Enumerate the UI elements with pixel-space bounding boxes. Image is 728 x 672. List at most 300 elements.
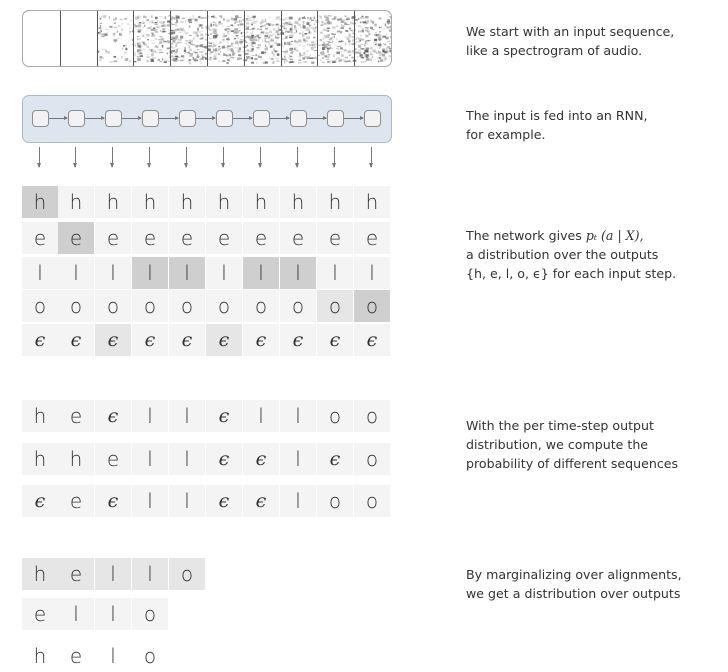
spectrogram-speck (336, 26, 337, 27)
spectrogram-speck (264, 35, 268, 38)
spectrogram-speck (360, 17, 364, 19)
spectrogram-speck (299, 45, 301, 47)
spectrogram-speck (312, 29, 316, 30)
spectrogram-speck (314, 17, 316, 20)
spectrogram-speck (233, 18, 237, 21)
spectrogram-speck (203, 46, 206, 48)
spectrogram-speck (282, 39, 283, 40)
spectrogram-speck (184, 53, 185, 54)
alignment-cell: o (317, 400, 353, 432)
spectrogram-speck (171, 56, 175, 57)
spectrogram-speck (151, 29, 152, 31)
spectrogram-speck (361, 62, 365, 63)
spectrogram-speck (261, 25, 264, 26)
alignment-cell: h (58, 443, 94, 475)
spectrogram-speck (246, 42, 248, 43)
spectrogram-speck (149, 49, 151, 50)
spectrogram-speck (320, 59, 322, 62)
spectrogram-speck (173, 50, 175, 52)
spectrogram-speck (171, 23, 173, 26)
spectrogram-speck (378, 38, 381, 40)
distribution-cell: l (95, 257, 131, 289)
spectrogram-speck (350, 30, 352, 31)
rnn-recurrent-arrow (344, 118, 363, 119)
rnn-recurrent-arrow (270, 118, 289, 119)
spectrogram-speck (200, 34, 203, 36)
spectrogram-speck (291, 41, 293, 42)
spectrogram-speck (153, 51, 156, 53)
spectrogram-speck (213, 45, 217, 47)
spectrogram-speck (123, 45, 125, 47)
spectrogram-speck (177, 37, 180, 38)
spectrogram-speck (162, 28, 165, 31)
spectrogram-speck (125, 48, 127, 50)
spectrogram-speck (177, 29, 181, 31)
spectrogram-speck (226, 52, 228, 55)
spectrogram-speck (227, 33, 230, 35)
spectrogram-speck (369, 58, 372, 61)
spectrogram-speck (342, 49, 344, 50)
spectrogram-speck (215, 23, 216, 24)
spectrogram-speck (181, 21, 184, 23)
spectrogram-speck (347, 17, 349, 19)
spectrogram-speck (213, 42, 215, 44)
distribution-cell: o (95, 290, 131, 322)
spectrogram-speck (383, 43, 384, 45)
spectrogram-speck (223, 33, 226, 35)
spectrogram-speck (235, 41, 238, 43)
spectrogram-speck (374, 41, 378, 44)
alignment-cell: ϵ (206, 485, 242, 517)
spectrogram-speck (223, 45, 225, 47)
spectrogram-speck (208, 49, 211, 51)
alignment-cell: ϵ (95, 400, 131, 432)
spectrogram-speck (213, 58, 216, 60)
spectrogram-speck (164, 60, 166, 62)
spectrogram-speck (197, 49, 199, 50)
alignment-cell: o (354, 443, 390, 475)
spectrogram-speck (338, 41, 342, 43)
spectrogram-speck (134, 52, 136, 54)
spectrogram-speck (249, 57, 252, 59)
spectrogram-speck (320, 52, 323, 55)
spectrogram-speck (276, 30, 278, 32)
spectrogram-speck (336, 38, 337, 41)
spectrogram-speck (213, 38, 217, 40)
spectrogram-speck (209, 16, 210, 18)
distribution-cell: ϵ (132, 324, 168, 356)
spectrogram-speck (138, 36, 139, 37)
desc-dist-line-1-text: The network gives (466, 228, 586, 243)
spectrogram-speck (226, 62, 228, 64)
spectrogram-speck (147, 34, 150, 37)
spectrogram-speck (349, 60, 351, 62)
spectrogram-speck (150, 26, 152, 28)
spectrogram-speck (294, 48, 295, 50)
spectrogram-speck (329, 44, 330, 46)
spectrogram-speck (304, 33, 307, 35)
spectrogram-speck (252, 50, 253, 51)
spectrogram-speck (389, 48, 391, 49)
spectrogram-speck (362, 56, 363, 58)
spectrogram-speck (195, 45, 197, 47)
spectrogram-speck (214, 55, 217, 56)
spectrogram-speck (256, 39, 259, 42)
spectrogram-speck (143, 15, 145, 16)
desc-align-line-1: With the per time-step output (466, 418, 654, 433)
rnn-cell (179, 110, 196, 127)
spectrogram-speck (253, 21, 257, 24)
spectrogram-speck (289, 35, 291, 37)
distribution-cell: ϵ (243, 324, 279, 356)
distribution-cell: l (169, 257, 205, 289)
output-cell: e (22, 598, 58, 630)
spectrogram-speck (294, 48, 296, 49)
spectrogram-speck (138, 38, 141, 40)
spectrogram-speck (218, 48, 221, 49)
spectrogram-speck (130, 27, 131, 28)
spectrogram-speck (252, 48, 254, 50)
spectrogram-speck (185, 43, 186, 44)
spectrogram-speck (189, 40, 193, 43)
spectrogram-speck (173, 40, 176, 42)
spectrogram-speck (379, 61, 381, 63)
spectrogram-speck (295, 21, 297, 22)
spectrogram-speck (237, 57, 240, 60)
spectrogram-speck (383, 56, 386, 58)
alignment-cell: l (169, 400, 205, 432)
spectrogram-speck (341, 54, 344, 57)
alignment-cell: h (22, 443, 58, 475)
spectrogram-speck (219, 21, 221, 23)
spectrogram-speck (262, 40, 263, 42)
spectrogram-speck (313, 37, 316, 39)
spectrogram-segment-divider (133, 11, 134, 66)
spectrogram-speck (101, 33, 105, 35)
spectrogram-speck (327, 27, 330, 28)
spectrogram-speck (114, 56, 115, 58)
spectrogram-speck (238, 44, 239, 46)
spectrogram-speck (314, 23, 315, 25)
spectrogram-speck (257, 28, 259, 29)
spectrogram-speck (276, 41, 277, 43)
spectrogram-speck (358, 45, 361, 48)
desc-rnn-line-1: The input is fed into an RNN, (466, 108, 648, 123)
spectrogram-speck (109, 61, 112, 63)
spectrogram-speck (214, 24, 217, 26)
spectrogram-speck (209, 52, 211, 55)
spectrogram-speck (365, 43, 368, 45)
spectrogram-speck (193, 31, 196, 34)
spectrogram-speck (379, 40, 380, 41)
spectrogram-speck (196, 59, 198, 61)
spectrogram-speck (323, 42, 325, 45)
spectrogram-speck (371, 47, 373, 50)
distribution-cell: h (243, 186, 279, 218)
spectrogram-speck (114, 61, 118, 63)
output-cell: e (58, 640, 94, 672)
spectrogram-speck (385, 37, 389, 39)
spectrogram-speck (372, 56, 374, 58)
spectrogram-speck (263, 62, 267, 64)
spectrogram-speck (304, 16, 305, 17)
distribution-cell: ϵ (22, 324, 58, 356)
spectrogram-speck (235, 15, 238, 17)
spectrogram-speck (309, 31, 310, 33)
spectrogram-speck (282, 51, 286, 52)
spectrogram-speck (358, 49, 361, 52)
spectrogram-speck (310, 27, 314, 29)
spectrogram-speck (266, 47, 268, 49)
spectrogram-speck (211, 44, 212, 45)
spectrogram-speck (283, 19, 286, 20)
spectrogram-speck (124, 52, 127, 54)
spectrogram-speck (213, 17, 216, 18)
spectrogram-segment-divider (244, 11, 245, 66)
spectrogram-speck (155, 38, 156, 40)
spectrogram-speck (145, 37, 147, 38)
spectrogram-speck (374, 24, 376, 27)
spectrogram-speck (129, 31, 131, 32)
spectrogram-speck (295, 41, 298, 42)
spectrogram-speck (189, 62, 191, 64)
rnn-recurrent-arrow (85, 118, 104, 119)
spectrogram-speck (227, 26, 229, 27)
spectrogram-speck (344, 37, 348, 38)
spectrogram-speck (260, 22, 262, 25)
spectrogram-speck (277, 34, 280, 35)
spectrogram-speck (364, 50, 365, 52)
spectrogram-speck (235, 48, 239, 49)
spectrogram-speck (155, 17, 158, 19)
spectrogram-speck (127, 23, 129, 25)
spectrogram-speck (186, 42, 187, 44)
spectrogram-speck (289, 37, 293, 38)
rnn-cell (327, 110, 344, 127)
spectrogram-speck (214, 35, 218, 38)
spectrogram-speck (254, 18, 255, 19)
distribution-cell: h (354, 186, 390, 218)
spectrogram-speck (337, 58, 341, 59)
spectrogram-speck (225, 47, 227, 48)
spectrogram-speck (384, 44, 386, 45)
spectrogram-segment-divider (317, 11, 318, 66)
distribution-cell: o (354, 290, 390, 322)
spectrogram-speck (179, 32, 182, 33)
spectrogram-speck (382, 48, 385, 50)
spectrogram-speck (345, 43, 347, 46)
spectrogram-speck (325, 37, 328, 39)
spectrogram-speck (152, 33, 154, 35)
spectrogram-speck (201, 61, 202, 64)
rnn-cell (216, 110, 233, 127)
distribution-cell: o (206, 290, 242, 322)
spectrogram-speck (209, 29, 213, 30)
spectrogram-speck (137, 52, 141, 54)
spectrogram-speck (138, 53, 141, 54)
spectrogram-speck (324, 35, 327, 37)
description-outputs (466, 565, 682, 603)
description-alignments (466, 416, 678, 473)
spectrogram-speck (173, 30, 176, 31)
alignment-cell: l (132, 400, 168, 432)
spectrogram-speck (314, 30, 315, 32)
spectrogram-speck (184, 50, 186, 52)
spectrogram-speck (328, 42, 332, 43)
spectrogram-speck (327, 50, 329, 53)
spectrogram-speck (358, 38, 362, 41)
alignment-cell: ϵ (243, 443, 279, 475)
spectrogram-speck (211, 16, 215, 18)
spectrogram-speck (135, 18, 139, 20)
spectrogram-speck (385, 24, 386, 27)
spectrogram-speck (347, 51, 350, 53)
spectrogram-speck (117, 31, 119, 33)
spectrogram-speck (122, 23, 124, 25)
spectrogram-speck (390, 23, 391, 24)
spectrogram-speck (365, 50, 368, 53)
spectrogram-speck (200, 44, 202, 47)
spectrogram-speck (162, 25, 166, 27)
spectrogram-speck (361, 16, 363, 17)
desc-out-line-2: we get a distribution over outputs (466, 586, 681, 601)
rnn-output-arrow (371, 147, 372, 167)
spectrogram-speck (378, 36, 381, 37)
spectrogram-speck (143, 22, 145, 24)
spectrogram-speck (299, 33, 301, 35)
spectrogram-speck (271, 38, 273, 39)
spectrogram-speck (158, 59, 160, 61)
alignment-cell: ϵ (22, 485, 58, 517)
spectrogram-speck (341, 32, 343, 33)
spectrogram-speck (208, 45, 212, 47)
spectrogram-speck (349, 33, 351, 36)
spectrogram-speck (341, 25, 345, 27)
spectrogram-speck (227, 19, 230, 21)
spectrogram-speck (138, 29, 139, 31)
spectrogram-speck (226, 38, 229, 40)
spectrogram-speck (227, 45, 231, 47)
spectrogram-speck (289, 48, 290, 50)
spectrogram-speck (153, 28, 156, 29)
spectrogram-speck (251, 24, 253, 26)
spectrogram-speck (101, 49, 105, 50)
spectrogram-speck (322, 61, 323, 63)
spectrogram-speck (197, 56, 200, 58)
alignment-cell: h (22, 400, 58, 432)
spectrogram-speck (160, 30, 161, 32)
spectrogram-speck (322, 28, 325, 29)
spectrogram-speck (327, 57, 329, 59)
spectrogram-speck (343, 19, 347, 21)
spectrogram-speck (209, 38, 212, 39)
spectrogram-speck (167, 53, 168, 55)
spectrogram-speck (176, 15, 178, 17)
spectrogram-speck (379, 18, 382, 19)
spectrogram-speck (136, 20, 138, 21)
spectrogram-speck (151, 29, 155, 31)
spectrogram-speck (379, 31, 381, 32)
spectrogram-speck (175, 24, 177, 26)
spectrogram-speck (197, 35, 199, 37)
distribution-cell: ϵ (354, 324, 390, 356)
spectrogram-speck (286, 49, 288, 51)
spectrogram-speck (383, 29, 386, 30)
spectrogram-speck (184, 47, 186, 49)
spectrogram-segment-divider (207, 11, 208, 66)
spectrogram-speck (371, 21, 375, 23)
spectrogram-speck (390, 36, 391, 39)
spectrogram-speck (163, 51, 165, 53)
spectrogram-speck (165, 17, 166, 20)
spectrogram-speck (285, 31, 288, 33)
alignment-cell: l (280, 443, 316, 475)
spectrogram-speck (214, 53, 217, 55)
spectrogram-speck (163, 21, 165, 23)
spectrogram-input (22, 10, 392, 67)
spectrogram-speck (290, 17, 293, 20)
spectrogram-speck (291, 25, 293, 28)
desc-out-line-1: By marginalizing over alignments, (466, 567, 682, 582)
spectrogram-speck (320, 16, 322, 19)
spectrogram-speck (285, 35, 289, 37)
spectrogram-speck (114, 39, 118, 41)
spectrogram-speck (336, 59, 338, 61)
spectrogram-speck (238, 54, 241, 56)
spectrogram-speck (323, 30, 327, 31)
spectrogram-speck (227, 31, 229, 32)
output-cell: h (22, 558, 58, 590)
spectrogram-speck (299, 18, 301, 20)
rnn-recurrent-arrow (233, 118, 252, 119)
spectrogram-speck (210, 57, 212, 58)
spectrogram-speck (139, 56, 141, 58)
spectrogram-speck (370, 54, 373, 56)
spectrogram-speck (229, 30, 232, 31)
spectrogram-speck (193, 57, 195, 59)
spectrogram-speck (231, 50, 234, 52)
spectrogram-speck (385, 50, 389, 52)
rnn-output-arrow (75, 147, 76, 167)
spectrogram-speck (99, 32, 101, 35)
spectrogram-speck (147, 46, 150, 48)
alignment-cell: o (354, 485, 390, 517)
spectrogram-speck (375, 32, 377, 34)
spectrogram-speck (322, 47, 325, 50)
spectrogram-speck (307, 44, 309, 46)
spectrogram-speck (282, 23, 285, 25)
spectrogram-speck (154, 29, 157, 31)
alignment-cell: e (58, 485, 94, 517)
spectrogram-speck (249, 29, 251, 30)
rnn-recurrent-arrow (49, 118, 67, 119)
spectrogram-speck (378, 51, 379, 53)
spectrogram-speck (333, 55, 335, 58)
distribution-cell: l (206, 257, 242, 289)
spectrogram-speck (138, 49, 142, 52)
spectrogram-speck (356, 41, 360, 42)
spectrogram-speck (328, 36, 329, 37)
spectrogram-speck (117, 38, 119, 39)
spectrogram-speck (365, 29, 368, 31)
spectrogram-speck (252, 19, 253, 21)
spectrogram-speck (258, 57, 262, 58)
distribution-cell: h (206, 186, 242, 218)
spectrogram-speck (252, 42, 255, 43)
spectrogram-speck (210, 33, 212, 35)
distribution-cell: o (22, 290, 58, 322)
spectrogram-speck (303, 57, 305, 59)
